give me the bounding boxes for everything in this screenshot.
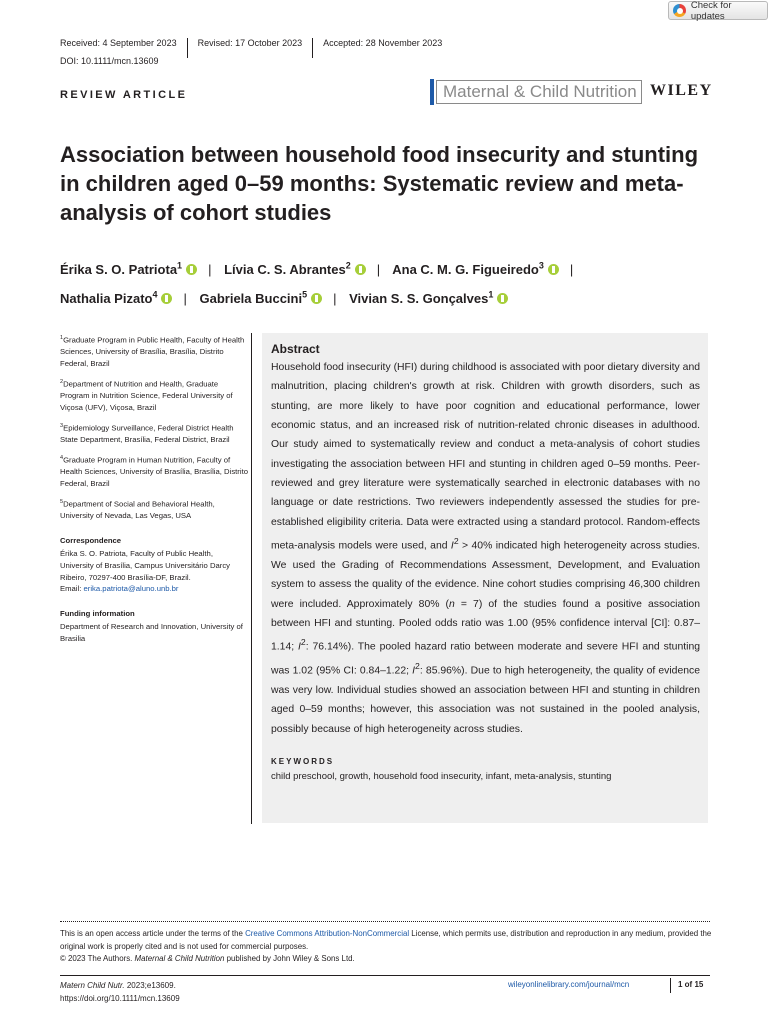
affiliation: $^3$Epidemiology Surveillance, Federal District Health State Department, Brasília, Federal District, Brazil <box>60 422 234 445</box>
keywords-text: child preschool, growth, household food insecurity, infant, meta-analysis, stunting <box>271 770 612 782</box>
publisher-logo: WILEY <box>650 82 713 99</box>
author: Vivian S. S. Gonçalves$^1$ <box>349 291 510 306</box>
footer-rule <box>60 975 710 976</box>
check-for-updates-label: Check for updates <box>690 0 732 22</box>
page-number-divider <box>670 978 671 993</box>
affiliation: $^2$Department of Nutrition and Health, Graduate Program in Nutrition Science, Federal University of Viçosa (UFV), Viçosa, Brazil <box>60 378 233 413</box>
received-date: Received: 4 September 2023 <box>60 38 188 58</box>
author: Gabriela Buccini$^5$ <box>200 291 325 306</box>
article-title: Association between household food insecurity and stunting in children aged 0–59 months: Systematic review and meta-analysis of cohort studies <box>60 142 699 225</box>
column-divider <box>251 333 252 824</box>
correspondence-heading: Correspondence <box>60 536 122 546</box>
funding-text: Department of Research and Innovation, University of Brasilia <box>60 621 243 643</box>
orcid-icon[interactable] <box>497 293 508 304</box>
author: Érika S. O. Patriota$^1$ <box>60 262 199 277</box>
affiliation: $^4$Graduate Program in Human Nutrition, Faculty of Health Sciences, University of Brasília, Brasília, Distrito Federal, Brazil <box>60 455 248 489</box>
journal-accent-bar <box>430 79 434 105</box>
author: Nathalia Pizato$^4$ <box>60 291 174 306</box>
orcid-icon[interactable] <box>548 264 559 275</box>
citation: Matern Child Nutr. 2023;e13609. https://doi.org/10.1111/mcn.13609 <box>60 981 180 1003</box>
author: Lívia C. S. Abrantes$^2$ <box>224 262 368 277</box>
correspondence-text: Érika S. O. Patriota, Faculty of Public Health, University of Brasília, Campus Universitário Darcy Ribeiro, 70297-400 Brasília-DF, Brazil. Email: erika.patriota@aluno.unb.br <box>60 548 231 594</box>
orcid-icon[interactable] <box>311 293 322 304</box>
page-number: 1 of 15 <box>678 980 704 989</box>
author: Ana C. M. G. Figueiredo$^3$ <box>392 262 561 277</box>
affiliations-column <box>60 333 248 652</box>
keywords-heading: KEYWORDS <box>271 756 335 766</box>
orcid-icon[interactable] <box>186 264 197 275</box>
abstract-text: Household food insecurity (HFI) during childhood is associated with poor dietary diversity and malnutrition, placing children's growth at risk. Children with growth disorders, such as stunting, are more likely to have poor cognition and educational performance, lower economic status, and an increased risk of nutrition-related chronic diseases in adulthood. Our study aimed to systematically review and conduct a meta-analysis of cohort studies investigating the association between HFI and stunting in children aged 0–59 months. Peer-reviewed and grey literature were systematically searched in electronic databases with no language or date restrictions. Two reviewers independently assessed the studies for pre-established eligibility criteria. Data were extracted using a standard protocol. Random-effects meta-analysis models were used, and $I^2 > 40\%$ indicated high heterogeneity across studies. We used the Grading of Recommendations Assessment, Development, and Evaluation system to assess the quality of the evidence. Nine cohort studies comprising 46,300 children were included. Approximately 80% (n = 7) of the studies found a positive association between HFI and stunting. Pooled odds ratio was 1.00 (95% confidence interval [CI]: 0.87–1.14; $I^2$: 76.14%). The pooled hazard ratio between moderate and severe HFI and stunting was 1.02 (95% CI: 0.84–1.22; $I^2$: 85.96%). Due to high heterogeneity, the quality of evidence was very low. Individual studies showed an association between HFI and stunting in children aged 0–59 months; however, this association was not sustained in the pooled analysis, possibly because of high heterogeneity across studies. <box>271 362 700 735</box>
abstract-heading: Abstract <box>271 342 320 356</box>
funding-heading: Funding information <box>60 609 135 619</box>
orcid-icon[interactable] <box>161 293 172 304</box>
revised-date: Revised: 17 October 2023 <box>188 38 314 58</box>
check-for-updates-button[interactable] <box>668 1 768 20</box>
license-notice: This is an open access article under the terms of the Creative Commons Attribution-NonCommercial License, which permits use, distribution and reproduction in any medium, provided the original work is properly cited and is not used for commercial purposes. © 2023 The Authors. Maternal & Child Nutrition published by John Wiley & Sons Ltd. <box>60 929 712 964</box>
license-link[interactable]: Creative Commons Attribution-NonCommercial <box>245 929 410 938</box>
doi: DOI: 10.1111/mcn.13609 <box>60 56 159 66</box>
footer-divider <box>60 921 710 922</box>
author-list: Érika S. O. Patriota$^1$ | Lívia C. S. Abrantes$^2$ | Ana C. M. G. Figueiredo$^3$ | Nathalia Pizato$^4$ | Gabriela Buccini$^5$ | Vivian S. S. Gonçalves$^1$ <box>60 261 574 306</box>
article-type: REVIEW ARTICLE <box>60 89 188 101</box>
accepted-date: Accepted: 28 November 2023 <box>323 38 443 48</box>
citation-doi-link[interactable]: https://doi.org/10.1111/mcn.13609 <box>60 993 180 1003</box>
crossmark-icon <box>673 4 686 17</box>
affiliation: $^1$Graduate Program in Public Health, Faculty of Health Sciences, University of Brasília, Brasília, Distrito Federal, Brazil <box>60 335 245 369</box>
email-link[interactable]: erika.patriota@aluno.unb.br <box>83 584 179 594</box>
article-history <box>60 38 452 58</box>
orcid-icon[interactable] <box>355 264 366 275</box>
affiliation: $^5$Department of Social and Behavioral Health, University of Nevada, Las Vegas, USA <box>60 499 215 521</box>
journal-site-link[interactable]: wileyonlinelibrary.com/journal/mcn <box>508 980 630 989</box>
journal-logo: Maternal & Child Nutrition <box>436 80 642 104</box>
abstract-panel <box>262 333 708 823</box>
